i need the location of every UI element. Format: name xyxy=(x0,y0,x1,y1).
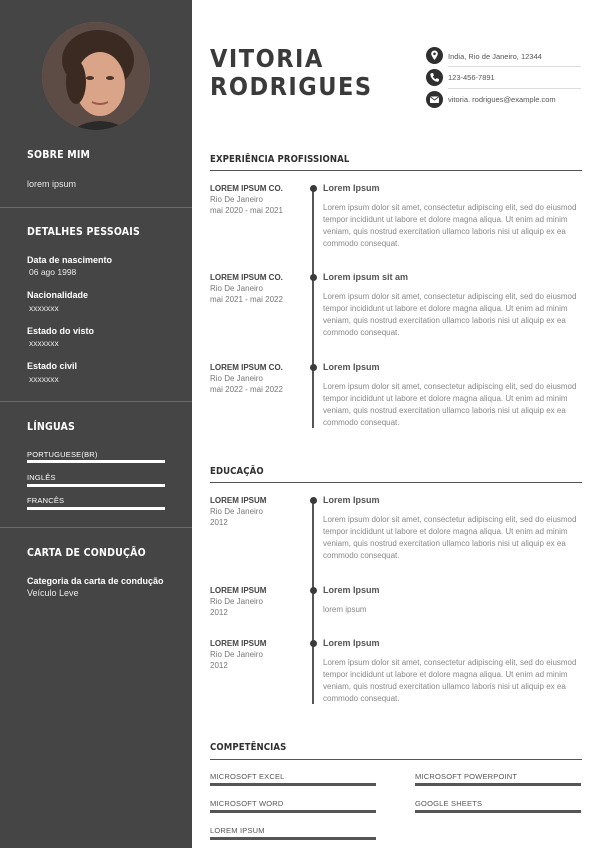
experience-description: Lorem ipsum dolor sit amet, consectetur adipiscing elit, sed do eiusmod tempor incididunt ut labore et dolore magna aliqua. Ut enim ad minim veniam, quis nostrud exercitation ullamco laboris nisi ut aliquip ex ea commodo consequat. xyxy=(323,382,577,427)
experience-timeline xyxy=(312,186,314,428)
experience-title: Lorem Ipsum xyxy=(323,183,380,193)
contact-phone: 123-456-7891 xyxy=(448,73,495,82)
sidebar-divider xyxy=(0,207,192,208)
section-divider xyxy=(210,170,582,171)
contact-divider xyxy=(448,66,581,67)
timeline-dot xyxy=(310,497,317,504)
timeline-dot xyxy=(310,274,317,281)
timeline-dot xyxy=(310,185,317,192)
experience-description: Lorem ipsum dolor sit amet, consectetur adipiscing elit, sed do eiusmod tempor incididunt ut labore et dolore magna aliqua. Ut enim ad minim veniam, quis nostrud exercitation ullamco laboris nisi ut aliquip ex ea commodo consequat. xyxy=(323,203,577,248)
contact-email: vitoria. rodrigues@example.com xyxy=(448,95,556,104)
education-heading: EDUCAÇÃO xyxy=(210,466,264,477)
experience-title: Lorem ipsum sit am xyxy=(323,272,409,282)
sidebar-divider xyxy=(0,401,192,402)
experience-company: LOREM IPSUM CO. xyxy=(210,184,283,193)
education-title: Lorem Ipsum xyxy=(323,585,380,595)
skill-label: LOREM IPSUM xyxy=(210,826,265,835)
education-school: LOREM IPSUM xyxy=(210,639,267,648)
experience-heading: EXPERIÊNCIA PROFISSIONAL xyxy=(210,154,350,165)
location-pin-icon xyxy=(426,47,443,64)
experience-dates: mai 2022 - mai 2022 xyxy=(210,385,283,394)
education-location: Rio De Janeiro xyxy=(210,507,263,516)
section-divider xyxy=(210,759,582,760)
experience-company: LOREM IPSUM CO. xyxy=(210,363,283,372)
profile-photo xyxy=(42,22,150,130)
contact-address: India, Rio de Janeiro, 12344 xyxy=(448,52,542,61)
marital-status-label: Estado civil xyxy=(27,361,78,371)
experience-description: Lorem ipsum dolor sit amet, consectetur adipiscing elit, sed do eiusmod tempor incididunt ut labore et dolore magna aliqua. Ut enim ad minim veniam, quis nostrud exercitation ullamco laboris nisi ut aliquip ex ea commodo consequat. xyxy=(323,292,577,337)
language-level-bar xyxy=(27,507,165,510)
first-name: VITORIA xyxy=(210,44,324,73)
skill-label: MICROSOFT POWERPOINT xyxy=(415,772,518,781)
education-year: 2012 xyxy=(210,518,228,527)
skill-label: MICROSOFT WORD xyxy=(210,799,284,808)
education-location: Rio De Janeiro xyxy=(210,650,263,659)
education-description: Lorem ipsum dolor sit amet, consectetur adipiscing elit, sed do eiusmod tempor incididunt ut labore et dolore magna aliqua. Ut enim ad minim veniam, quis nostrud exercitation ullamco laboris nisi ut aliquip ex ea commodo consequat. xyxy=(323,515,577,560)
nationality-label: Nacionalidade xyxy=(27,290,89,300)
timeline-dot xyxy=(310,364,317,371)
language-level-bar xyxy=(27,484,165,487)
education-year: 2012 xyxy=(210,661,228,670)
drivers-license-heading: CARTA DE CONDUÇÃO xyxy=(27,547,146,559)
phone-icon xyxy=(426,69,443,86)
about-text: lorem ipsum xyxy=(27,179,77,189)
last-name: RODRIGUES xyxy=(210,72,373,101)
envelope-icon xyxy=(426,91,443,108)
language-label: INGLÊS xyxy=(27,473,56,482)
experience-company: LOREM IPSUM CO. xyxy=(210,273,283,282)
skill-level-bar xyxy=(210,837,376,840)
contact-divider xyxy=(448,88,581,89)
language-label: FRANCÊS xyxy=(27,496,65,505)
education-title: Lorem Ipsum xyxy=(323,638,380,648)
skills-heading: COMPETÊNCIAS xyxy=(210,742,287,753)
visa-status-label: Estado do visto xyxy=(27,326,95,336)
education-description: Lorem ipsum dolor sit amet, consectetur adipiscing elit, sed do eiusmod tempor incididunt ut labore et dolore magna aliqua. Ut enim ad minim veniam, quis nostrud exercitation ullamco laboris nisi ut aliquip ex ea commodo consequat. xyxy=(323,658,577,703)
marital-status-value: xxxxxxx xyxy=(29,374,59,384)
personal-details-heading: DETALHES PESSOAIS xyxy=(27,226,140,238)
skill-level-bar xyxy=(415,810,581,813)
experience-location: Rio De Janeiro xyxy=(210,284,263,293)
language-level-bar xyxy=(27,460,165,463)
experience-dates: mai 2021 - mai 2022 xyxy=(210,295,283,304)
education-timeline xyxy=(312,498,314,704)
timeline-dot xyxy=(310,640,317,647)
experience-location: Rio De Janeiro xyxy=(210,374,263,383)
skill-level-bar xyxy=(415,783,581,786)
experience-location: Rio De Janeiro xyxy=(210,195,263,204)
skill-level-bar xyxy=(210,783,376,786)
visa-status-value: xxxxxxx xyxy=(29,338,59,348)
education-school: LOREM IPSUM xyxy=(210,496,267,505)
skill-level-bar xyxy=(210,810,376,813)
education-description: lorem ipsum xyxy=(323,605,367,614)
skill-label: MICROSOFT EXCEL xyxy=(210,772,285,781)
birthdate-label: Data de nascimento xyxy=(27,255,113,265)
sidebar-divider xyxy=(0,527,192,528)
about-heading: SOBRE MIM xyxy=(27,149,91,161)
nationality-value: xxxxxxx xyxy=(29,303,59,313)
education-school: LOREM IPSUM xyxy=(210,586,267,595)
license-category-label: Categoria da carta de condução xyxy=(27,576,164,586)
languages-heading: LÍNGUAS xyxy=(27,421,76,433)
education-location: Rio De Janeiro xyxy=(210,597,263,606)
section-divider xyxy=(210,482,582,483)
experience-title: Lorem Ipsum xyxy=(323,362,380,372)
birthdate-value: 06 ago 1998 xyxy=(29,267,77,277)
experience-dates: mai 2020 - mai 2021 xyxy=(210,206,283,215)
education-title: Lorem Ipsum xyxy=(323,495,380,505)
timeline-dot xyxy=(310,587,317,594)
education-year: 2012 xyxy=(210,608,228,617)
language-label: PORTUGUESE(BR) xyxy=(27,450,98,459)
skill-label: GOOGLE SHEETS xyxy=(415,799,483,808)
license-category-value: Veículo Leve xyxy=(27,588,79,598)
